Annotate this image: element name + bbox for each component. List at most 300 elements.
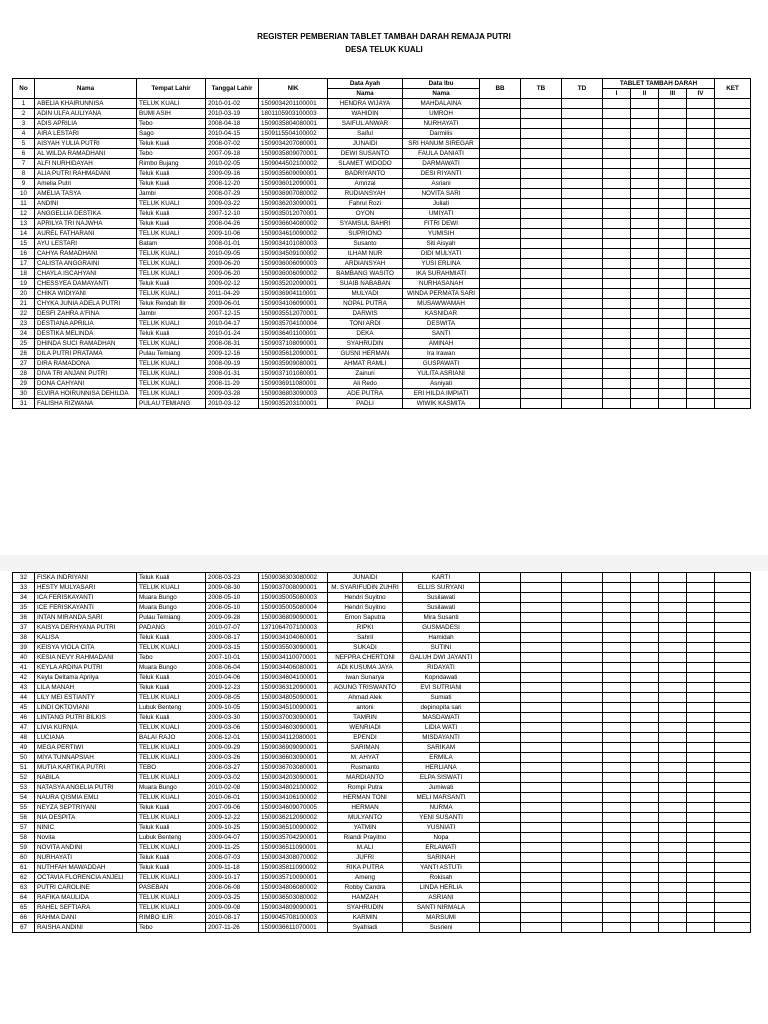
cell-bb bbox=[480, 259, 521, 269]
cell-tempat-lahir: Teluk Kuali bbox=[137, 853, 206, 863]
cell-bb bbox=[480, 593, 521, 603]
cell-ket bbox=[715, 229, 751, 239]
cell-ttd-iv bbox=[687, 159, 715, 169]
cell-ttd-ii bbox=[631, 863, 659, 873]
cell-tanggal-lahir: 2009-09-29 bbox=[206, 743, 259, 753]
cell-ttd-iv bbox=[687, 703, 715, 713]
cell-ttd-iii bbox=[659, 219, 687, 229]
cell-nama-ayah: EPENDI bbox=[328, 733, 403, 743]
cell-ket bbox=[715, 773, 751, 783]
cell-tempat-lahir: Lubuk Benteng bbox=[137, 703, 206, 713]
cell-nama-ibu: Kopridawati bbox=[403, 673, 480, 683]
cell-ttd-iv bbox=[687, 643, 715, 653]
cell-tanggal-lahir: 2009-10-17 bbox=[206, 873, 259, 883]
cell-td bbox=[562, 663, 603, 673]
cell-ttd-ii bbox=[631, 903, 659, 913]
cell-ttd-i bbox=[603, 763, 631, 773]
cell-ttd-iii bbox=[659, 883, 687, 893]
cell-nama-ayah: Rompi Putra bbox=[328, 783, 403, 793]
cell-nama-ayah: WAHIDIN bbox=[328, 109, 403, 119]
cell-nama-ibu: KARTI bbox=[403, 573, 480, 583]
cell-ket bbox=[715, 863, 751, 873]
cell-nama-ayah: ARDIANSYAH bbox=[328, 259, 403, 269]
table-row bbox=[13, 773, 751, 783]
cell-tempat-lahir: TELUK KUALI bbox=[137, 249, 206, 259]
cell-tempat-lahir: Batam bbox=[137, 239, 206, 249]
cell-ttd-ii bbox=[631, 783, 659, 793]
cell-td bbox=[562, 683, 603, 693]
table-row bbox=[13, 823, 751, 833]
cell-tanggal-lahir: 2010-02-08 bbox=[206, 783, 259, 793]
cell-td bbox=[562, 179, 603, 189]
cell-ttd-ii bbox=[631, 399, 659, 409]
cell-tb bbox=[521, 339, 562, 349]
cell-no: 67 bbox=[13, 923, 35, 933]
cell-td bbox=[562, 389, 603, 399]
cell-bb bbox=[480, 199, 521, 209]
cell-nik: 1509036203090001 bbox=[259, 199, 328, 209]
table-row bbox=[13, 319, 751, 329]
cell-bb bbox=[480, 369, 521, 379]
cell-nama-ibu: YUSNIATI bbox=[403, 823, 480, 833]
cell-no: 38 bbox=[13, 633, 35, 643]
cell-ttd-iii bbox=[659, 703, 687, 713]
cell-ttd-ii bbox=[631, 319, 659, 329]
cell-nik: 1509037003090001 bbox=[259, 713, 328, 723]
cell-bb bbox=[480, 823, 521, 833]
cell-ttd-i bbox=[603, 583, 631, 593]
cell-no: 27 bbox=[13, 359, 35, 369]
cell-no: 48 bbox=[13, 733, 35, 743]
cell-bb bbox=[480, 623, 521, 633]
cell-ttd-ii bbox=[631, 823, 659, 833]
cell-nama-ayah: Saiful bbox=[328, 129, 403, 139]
cell-bb bbox=[480, 179, 521, 189]
cell-nama-ayah: TAMRIN bbox=[328, 713, 403, 723]
cell-ttd-iv bbox=[687, 843, 715, 853]
cell-ttd-iii bbox=[659, 613, 687, 623]
cell-tanggal-lahir: 2007-10-01 bbox=[206, 653, 259, 663]
cell-ttd-ii bbox=[631, 623, 659, 633]
cell-nama-ayah: WENRIADI bbox=[328, 723, 403, 733]
cell-nik: 1509035704290001 bbox=[259, 833, 328, 843]
table-row bbox=[13, 643, 751, 653]
cell-tb bbox=[521, 219, 562, 229]
cell-ttd-iii bbox=[659, 289, 687, 299]
cell-tempat-lahir: BALAI RAJO bbox=[137, 733, 206, 743]
cell-nik: 1509037101080001 bbox=[259, 369, 328, 379]
cell-ttd-iv bbox=[687, 279, 715, 289]
cell-tanggal-lahir: 2007-12-15 bbox=[206, 309, 259, 319]
cell-ket bbox=[715, 743, 751, 753]
cell-nama-ibu: MISDAYANTI bbox=[403, 733, 480, 743]
cell-tanggal-lahir: 2008-01-01 bbox=[206, 239, 259, 249]
cell-ttd-ii bbox=[631, 873, 659, 883]
cell-nama-ayah: SYAMSUL BAHRI bbox=[328, 219, 403, 229]
table-row bbox=[13, 623, 751, 633]
cell-no: 66 bbox=[13, 913, 35, 923]
cell-td bbox=[562, 593, 603, 603]
table-row bbox=[13, 763, 751, 773]
cell-tempat-lahir: Teluk Kuali bbox=[137, 209, 206, 219]
cell-tempat-lahir: Teluk Kuali bbox=[137, 329, 206, 339]
cell-ttd-i bbox=[603, 169, 631, 179]
cell-ttd-ii bbox=[631, 129, 659, 139]
cell-nama-ayah: HERMAN bbox=[328, 803, 403, 813]
cell-ttd-iv bbox=[687, 893, 715, 903]
cell-ttd-iii bbox=[659, 389, 687, 399]
cell-tb bbox=[521, 189, 562, 199]
table-row bbox=[13, 673, 751, 683]
cell-ttd-iii bbox=[659, 903, 687, 913]
cell-tempat-lahir: TELUK KUALI bbox=[137, 813, 206, 823]
cell-nama: ANGGELLIA DESTIKA bbox=[35, 209, 137, 219]
cell-td bbox=[562, 349, 603, 359]
cell-ttd-i bbox=[603, 249, 631, 259]
cell-bb bbox=[480, 653, 521, 663]
cell-nik: 1801105903100003 bbox=[259, 109, 328, 119]
cell-tanggal-lahir: 2010-04-15 bbox=[206, 129, 259, 139]
cell-nama-ayah: YATMIN bbox=[328, 823, 403, 833]
cell-td bbox=[562, 573, 603, 583]
header-tb: TB bbox=[521, 79, 562, 99]
cell-nama: AYU LESTARI bbox=[35, 239, 137, 249]
cell-ttd-i bbox=[603, 269, 631, 279]
cell-ttd-ii bbox=[631, 923, 659, 933]
cell-nama: AUREL FATHARANI bbox=[35, 229, 137, 239]
cell-ttd-iv bbox=[687, 329, 715, 339]
header-data-ayah-nama: Nama bbox=[328, 89, 403, 99]
cell-bb bbox=[480, 159, 521, 169]
cell-bb bbox=[480, 299, 521, 309]
cell-td bbox=[562, 913, 603, 923]
cell-tanggal-lahir: 2009-03-28 bbox=[206, 389, 259, 399]
cell-no: 35 bbox=[13, 603, 35, 613]
cell-ttd-iv bbox=[687, 99, 715, 109]
cell-tb bbox=[521, 279, 562, 289]
cell-tb bbox=[521, 229, 562, 239]
cell-nama: ADIN ULFA AULIYANA bbox=[35, 109, 137, 119]
cell-no: 41 bbox=[13, 663, 35, 673]
cell-tempat-lahir: TELUK KUALI bbox=[137, 229, 206, 239]
cell-tempat-lahir: TELUK KUALI bbox=[137, 339, 206, 349]
cell-ttd-i bbox=[603, 339, 631, 349]
cell-tanggal-lahir: 2009-12-22 bbox=[206, 813, 259, 823]
cell-nama: NATASYA ANGELIA PUTRI bbox=[35, 783, 137, 793]
cell-ttd-i bbox=[603, 643, 631, 653]
cell-nama-ibu: YUSI ERLINA bbox=[403, 259, 480, 269]
cell-nama-ayah: Hendri Suyitno bbox=[328, 593, 403, 603]
table-row bbox=[13, 379, 751, 389]
cell-ttd-iii bbox=[659, 129, 687, 139]
header-tablet-tambah-darah: TABLET TAMBAH DARAH bbox=[603, 79, 715, 89]
cell-tempat-lahir: Lubuk Benteng bbox=[137, 833, 206, 843]
cell-td bbox=[562, 793, 603, 803]
cell-bb bbox=[480, 389, 521, 399]
cell-ttd-ii bbox=[631, 653, 659, 663]
cell-tb bbox=[521, 903, 562, 913]
table-row bbox=[13, 753, 751, 763]
cell-nik: 1509034203090001 bbox=[259, 773, 328, 783]
cell-ttd-iii bbox=[659, 369, 687, 379]
cell-nama: LIVIA KURNIA bbox=[35, 723, 137, 733]
cell-tanggal-lahir: 2008-07-29 bbox=[206, 189, 259, 199]
cell-ttd-iii bbox=[659, 119, 687, 129]
cell-nama: NINIC bbox=[35, 823, 137, 833]
cell-nama: AMELIA TASYA bbox=[35, 189, 137, 199]
cell-nama-ibu: depinopita sari bbox=[403, 703, 480, 713]
cell-ket bbox=[715, 663, 751, 673]
cell-tb bbox=[521, 913, 562, 923]
cell-nama: KESIA NEVY RAHMADANI bbox=[35, 653, 137, 663]
cell-ket bbox=[715, 783, 751, 793]
cell-ttd-iv bbox=[687, 289, 715, 299]
cell-nama-ibu: Rokisah bbox=[403, 873, 480, 883]
table-row bbox=[13, 573, 751, 583]
cell-nama: KALISA bbox=[35, 633, 137, 643]
cell-bb bbox=[480, 833, 521, 843]
cell-ttd-iii bbox=[659, 249, 687, 259]
cell-bb bbox=[480, 753, 521, 763]
cell-ket bbox=[715, 633, 751, 643]
cell-nama-ibu: ELLIS SURYANI bbox=[403, 583, 480, 593]
cell-tempat-lahir: PULAU TEMIANG bbox=[137, 399, 206, 409]
table-row bbox=[13, 309, 751, 319]
cell-ttd-iv bbox=[687, 179, 715, 189]
cell-nama: RAHEL SEFTIARA bbox=[35, 903, 137, 913]
table-row bbox=[13, 99, 751, 109]
cell-ttd-iii bbox=[659, 673, 687, 683]
cell-ttd-iii bbox=[659, 763, 687, 773]
cell-tb bbox=[521, 763, 562, 773]
cell-nik: 1509035609090001 bbox=[259, 169, 328, 179]
cell-ttd-iii bbox=[659, 299, 687, 309]
cell-ket bbox=[715, 723, 751, 733]
cell-ket bbox=[715, 583, 751, 593]
cell-td bbox=[562, 603, 603, 613]
cell-no: 43 bbox=[13, 683, 35, 693]
cell-nama: DESTIANA APRILIA bbox=[35, 319, 137, 329]
cell-nama: ALFI NURHIDAYAH bbox=[35, 159, 137, 169]
cell-nama: HESTY MULYASARI bbox=[35, 583, 137, 593]
cell-tanggal-lahir: 2008-06-08 bbox=[206, 883, 259, 893]
cell-nama-ayah: SLAMET WIDODO bbox=[328, 159, 403, 169]
cell-bb bbox=[480, 249, 521, 259]
cell-bb bbox=[480, 573, 521, 583]
cell-no: 15 bbox=[13, 239, 35, 249]
table-row bbox=[13, 593, 751, 603]
cell-no: 10 bbox=[13, 189, 35, 199]
cell-tanggal-lahir: 2008-12-01 bbox=[206, 733, 259, 743]
cell-nama-ayah: Robby Candra bbox=[328, 883, 403, 893]
cell-nama-ibu: DESWITA bbox=[403, 319, 480, 329]
cell-no: 13 bbox=[13, 219, 35, 229]
cell-ket bbox=[715, 99, 751, 109]
cell-tempat-lahir: Muara Bungo bbox=[137, 603, 206, 613]
cell-nama-ayah: JUNAIDI bbox=[328, 573, 403, 583]
table-row bbox=[13, 733, 751, 743]
cell-nama: NUTHFAH MAWADDAH bbox=[35, 863, 137, 873]
cell-nama: CHESSYEA DAMAYANTI bbox=[35, 279, 137, 289]
cell-ttd-ii bbox=[631, 349, 659, 359]
cell-ttd-i bbox=[603, 99, 631, 109]
cell-ttd-ii bbox=[631, 813, 659, 823]
cell-td bbox=[562, 99, 603, 109]
table-row bbox=[13, 653, 751, 663]
cell-ttd-ii bbox=[631, 793, 659, 803]
cell-ttd-iii bbox=[659, 399, 687, 409]
table-row bbox=[13, 119, 751, 129]
cell-ket bbox=[715, 309, 751, 319]
cell-tanggal-lahir: 2009-08-17 bbox=[206, 633, 259, 643]
cell-nama-ibu: SARIKAM bbox=[403, 743, 480, 753]
cell-ttd-ii bbox=[631, 379, 659, 389]
cell-tempat-lahir: Teluk Kuali bbox=[137, 139, 206, 149]
cell-ttd-i bbox=[603, 693, 631, 703]
cell-tanggal-lahir: 2008-05-10 bbox=[206, 593, 259, 603]
cell-bb bbox=[480, 813, 521, 823]
table-row bbox=[13, 229, 751, 239]
cell-ttd-i bbox=[603, 903, 631, 913]
cell-ket bbox=[715, 673, 751, 683]
cell-td bbox=[562, 853, 603, 863]
cell-ket bbox=[715, 593, 751, 603]
cell-ttd-iv bbox=[687, 269, 715, 279]
table-row bbox=[13, 853, 751, 863]
cell-tanggal-lahir: 2007-11-26 bbox=[206, 923, 259, 933]
cell-bb bbox=[480, 149, 521, 159]
cell-ttd-i bbox=[603, 733, 631, 743]
cell-ttd-iv bbox=[687, 309, 715, 319]
cell-bb bbox=[480, 863, 521, 873]
cell-td bbox=[562, 633, 603, 643]
cell-ttd-iii bbox=[659, 583, 687, 593]
cell-nik: 1509036603090001 bbox=[259, 753, 328, 763]
cell-nama-ibu: MARSUMI bbox=[403, 913, 480, 923]
cell-nama-ibu: YULITA ASRIANI bbox=[403, 369, 480, 379]
cell-ttd-ii bbox=[631, 733, 659, 743]
cell-nama-ayah: PADLI bbox=[328, 399, 403, 409]
cell-ttd-iii bbox=[659, 923, 687, 933]
cell-tempat-lahir: TELUK KUALI bbox=[137, 583, 206, 593]
cell-bb bbox=[480, 99, 521, 109]
table-row bbox=[13, 663, 751, 673]
cell-no: 64 bbox=[13, 893, 35, 903]
cell-nik: 1509034308070002 bbox=[259, 853, 328, 863]
cell-td bbox=[562, 279, 603, 289]
cell-tanggal-lahir: 2008-03-23 bbox=[206, 573, 259, 583]
cell-nama-ibu: MUSAWWAMAH bbox=[403, 299, 480, 309]
cell-ttd-iv bbox=[687, 833, 715, 843]
cell-nama-ayah: BAMBANG WASITO bbox=[328, 269, 403, 279]
table-row bbox=[13, 349, 751, 359]
cell-bb bbox=[480, 663, 521, 673]
table-row bbox=[13, 903, 751, 913]
cell-ttd-i bbox=[603, 389, 631, 399]
cell-nama: NOVITA ANDINI bbox=[35, 843, 137, 853]
cell-tb bbox=[521, 179, 562, 189]
cell-no: 12 bbox=[13, 209, 35, 219]
cell-td bbox=[562, 189, 603, 199]
cell-nama: NIA DESPITA bbox=[35, 813, 137, 823]
cell-tempat-lahir: TELUK KUALI bbox=[137, 773, 206, 783]
cell-ttd-ii bbox=[631, 683, 659, 693]
cell-nama-ayah: NOPAL PUTRA bbox=[328, 299, 403, 309]
cell-ttd-iv bbox=[687, 379, 715, 389]
cell-nama-ibu: ERLAWATI bbox=[403, 843, 480, 853]
cell-td bbox=[562, 803, 603, 813]
cell-td bbox=[562, 753, 603, 763]
cell-nama-ayah: SUAIB NABABAN bbox=[328, 279, 403, 289]
cell-tanggal-lahir: 2009-03-25 bbox=[206, 893, 259, 903]
cell-ttd-ii bbox=[631, 843, 659, 853]
cell-nama-ibu: GUSPAWATI bbox=[403, 359, 480, 369]
cell-nama-ayah: Zainuri bbox=[328, 369, 403, 379]
cell-nama-ayah: antoni bbox=[328, 703, 403, 713]
header-nama: Nama bbox=[35, 79, 137, 99]
cell-tb bbox=[521, 833, 562, 843]
cell-tempat-lahir: Teluk Kuali bbox=[137, 633, 206, 643]
cell-nik: 1509034110070001 bbox=[259, 653, 328, 663]
cell-ttd-iv bbox=[687, 149, 715, 159]
cell-nama-ayah: DEKA bbox=[328, 329, 403, 339]
cell-ttd-iv bbox=[687, 773, 715, 783]
cell-nama-ibu: WINDA PERMATA SARI bbox=[403, 289, 480, 299]
cell-ttd-iii bbox=[659, 349, 687, 359]
cell-td bbox=[562, 623, 603, 633]
cell-ttd-iii bbox=[659, 693, 687, 703]
cell-nama-ibu: ASRIANI bbox=[403, 893, 480, 903]
cell-tanggal-lahir: 2009-06-20 bbox=[206, 269, 259, 279]
cell-tempat-lahir: Teluk Kuali bbox=[137, 823, 206, 833]
cell-tb bbox=[521, 873, 562, 883]
cell-ttd-i bbox=[603, 159, 631, 169]
cell-ket bbox=[715, 239, 751, 249]
cell-bb bbox=[480, 329, 521, 339]
cell-nama: RAFIKA MAULIDA bbox=[35, 893, 137, 903]
cell-td bbox=[562, 219, 603, 229]
cell-nama-ibu: MASDAWATI bbox=[403, 713, 480, 723]
cell-ttd-iii bbox=[659, 159, 687, 169]
cell-ttd-iv bbox=[687, 673, 715, 683]
cell-tempat-lahir: TELUK KUALI bbox=[137, 723, 206, 733]
cell-ttd-i bbox=[603, 853, 631, 863]
cell-nik: 1509036401100001 bbox=[259, 329, 328, 339]
cell-bb bbox=[480, 763, 521, 773]
cell-ttd-i bbox=[603, 723, 631, 733]
cell-td bbox=[562, 199, 603, 209]
cell-tempat-lahir: TELUK KUALI bbox=[137, 319, 206, 329]
cell-ket bbox=[715, 339, 751, 349]
cell-ttd-iv bbox=[687, 913, 715, 923]
cell-no: 7 bbox=[13, 159, 35, 169]
cell-ttd-iv bbox=[687, 653, 715, 663]
cell-td bbox=[562, 813, 603, 823]
cell-no: 63 bbox=[13, 883, 35, 893]
cell-tempat-lahir: Teluk Kuali bbox=[137, 683, 206, 693]
cell-ket bbox=[715, 349, 751, 359]
cell-bb bbox=[480, 603, 521, 613]
cell-nik: 1509036312090001 bbox=[259, 683, 328, 693]
cell-ttd-iv bbox=[687, 763, 715, 773]
cell-nik: 1509035005080004 bbox=[259, 603, 328, 613]
cell-no: 16 bbox=[13, 249, 35, 259]
cell-ket bbox=[715, 399, 751, 409]
cell-tempat-lahir: Teluk Kuali bbox=[137, 179, 206, 189]
cell-bb bbox=[480, 783, 521, 793]
cell-td bbox=[562, 239, 603, 249]
cell-bb bbox=[480, 673, 521, 683]
